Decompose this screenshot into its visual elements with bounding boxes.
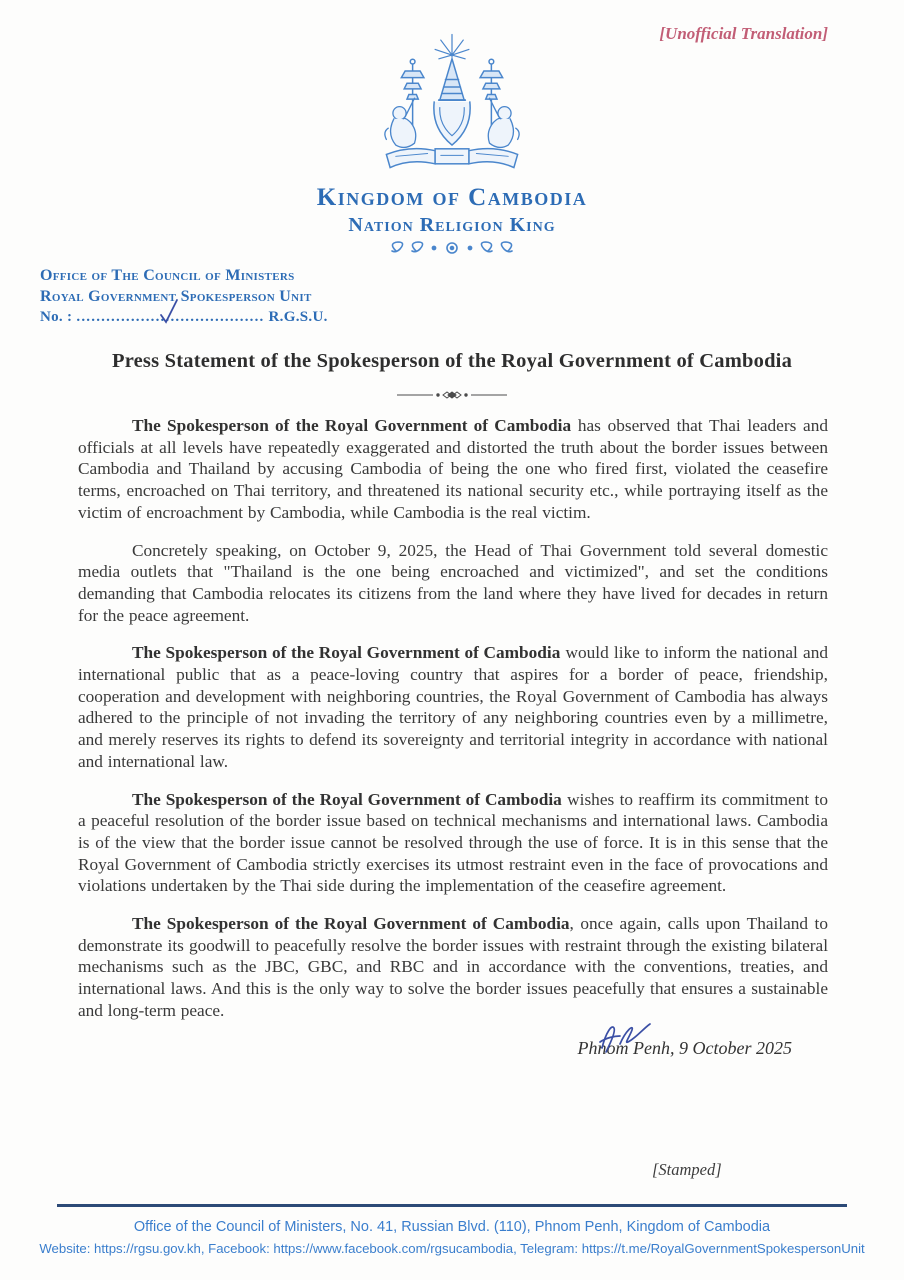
floral-divider-icon xyxy=(382,239,522,257)
number-dotted-leader: ...................................... xyxy=(76,309,265,325)
paragraph-1-text: has observed that Thai leaders and officials at all levels have repeatedly exaggerated and distorted the truth about the border issues between Cambodia and Thailand by accusing Cambodia of being the one who fired first, violated the ceasefire terms, encroached on Thai territory, and threatened its national security etc., while portraying itself as the victim of encroachment by Cambodia, while Cambodia is the real victim. xyxy=(78,416,828,522)
stamped-note: [Stamped] xyxy=(652,1160,722,1179)
footer-contact-links: Website: https://rgsu.gov.kh, Facebook: https://www.facebook.com/rgsucambodia, Telegram: https://t.me/RoyalGovernmentSpokespersonUnit xyxy=(39,1241,865,1256)
press-statement-title: Press Statement of the Spokesperson of the Royal Government of Cambodia xyxy=(111,350,793,372)
dateline: Phnom Penh, 9 October 2025 xyxy=(577,1037,792,1058)
paragraph-5-lead: The Spokesperson of the Royal Government of Cambodia xyxy=(132,914,570,934)
paragraph-5-text: , once again, calls upon Thailand to demonstrate its goodwill to peacefully resolve the border issues with restraint through the existing bilateral mechanisms such as the JBC, GBC, and RBC and in accordance with the conventions, treaties, and international laws. And this is the only way to solve the border issues peacefully that ensures a sustainable and long-term peace. xyxy=(78,914,828,1020)
footer-address: Office of the Council of Ministers, No. 41, Russian Blvd. (110), Phnom Penh, Kingdom of Cambodia xyxy=(133,1219,771,1235)
royal-arms-emblem-icon xyxy=(377,30,527,172)
paragraph-3 xyxy=(78,642,828,772)
office-line-ministers: Office of The Council of Ministers xyxy=(40,267,295,284)
paragraph-1 xyxy=(78,415,828,524)
document-number-line xyxy=(40,307,380,328)
office-line-spokesperson-unit: Royal Government Spokesperson Unit xyxy=(40,288,312,305)
statement-body xyxy=(78,415,828,1022)
floral-divider-container xyxy=(0,239,904,257)
paragraph-5 xyxy=(78,913,828,1022)
kingdom-title: Kingdom of Cambodia xyxy=(316,184,588,211)
title-divider-icon xyxy=(397,390,507,400)
paragraph-4-lead: The Spokesperson of the Royal Government of Cambodia xyxy=(132,789,562,809)
handwritten-checkmark-icon xyxy=(158,297,180,332)
paragraph-2 xyxy=(78,540,828,627)
footer xyxy=(0,1204,904,1256)
paragraph-4-text: wishes to reaffirm its commitment to a peaceful resolution of the border issue based on technical mechanisms and international laws. Cambodia is of the view that the border issue cannot be resolved through the use of force. It is in this sense that the Royal Government of Cambodia strictly exercises its utmost restraint even in the face of provocations and violations undertaken by the Thai side during the implementation of the ceasefire agreement. xyxy=(78,789,828,896)
national-motto: Nation Religion King xyxy=(348,214,556,236)
footer-rule xyxy=(57,1204,847,1207)
paragraph-2-text: Concretely speaking, on October 9, 2025, the Head of Thai Government told several domestic media outlets that "Thailand is the one being encroached and victimized", and set the conditions demanding that Cambodia relocates its citizens from the land where they have lived for decades in return for the peace agreement. xyxy=(78,540,828,625)
paragraph-3-text: would like to inform the national and international public that as a peace-loving country that aspires for a border of peace, friendship, cooperation and development with neighboring countries, the Royal Government of Cambodia has always adhered to the principle of not invading the territory of any neighboring countries even by a millimetre, and merely reserves its rights to defend its sovereignty and territorial integrity in accordance with national and international law. xyxy=(78,643,828,771)
number-suffix: R.G.S.U. xyxy=(264,309,328,325)
number-prefix: No. : xyxy=(40,309,77,325)
unofficial-translation-note: [Unofficial Translation] xyxy=(659,24,828,43)
signature-ink-icon xyxy=(596,1018,654,1061)
paragraph-1-lead: The Spokesperson of the Royal Government of Cambodia xyxy=(132,416,572,435)
issuing-office-block xyxy=(40,265,380,328)
title-divider-container xyxy=(0,387,904,397)
paragraph-4 xyxy=(78,789,828,898)
paragraph-3-lead: The Spokesperson of the Royal Government of Cambodia xyxy=(132,643,561,663)
